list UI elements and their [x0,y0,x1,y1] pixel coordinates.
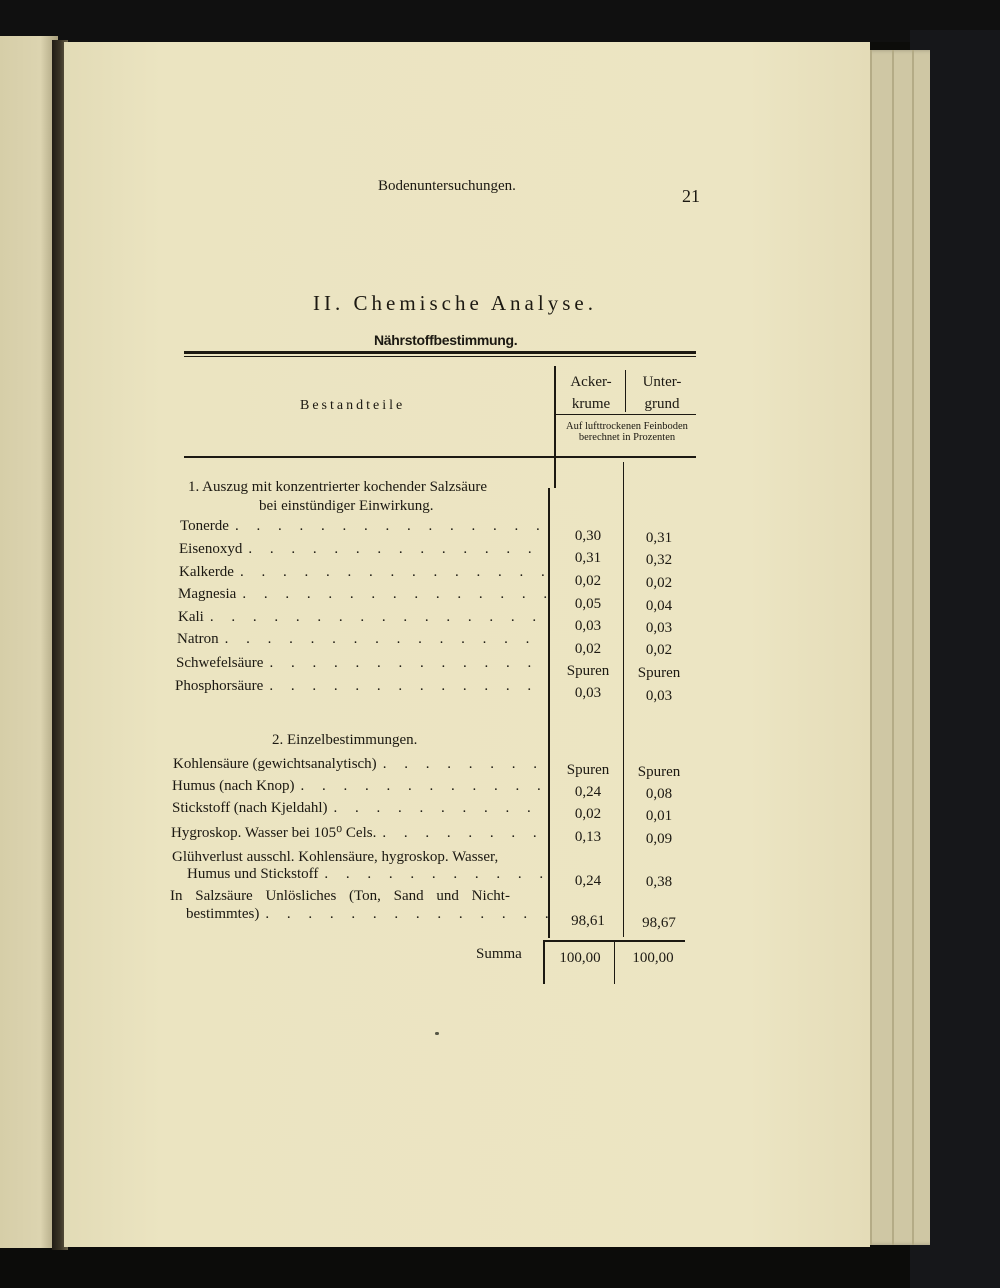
column-header-untergrund: Unter-grund [642,374,682,412]
leader-dots [334,800,545,817]
multiline-label-line1: In Salzsäure Unlösliches (Ton, Sand und Nicht- [170,888,510,904]
multiline-label-line2 [187,866,545,883]
table-row-label [176,655,548,672]
value-ackerkrume: 0,13 [574,829,602,845]
leader-dots [265,906,548,923]
value-untergrund: 0,02 [645,575,673,591]
running-head: Bodenuntersuchungen. [378,178,516,194]
summa-label: Summa [476,946,522,962]
value-ackerkrume: 0,02 [574,573,602,589]
table-row-label [178,609,548,626]
row-label-text: Kohlensäure (gewichtsanalytisch) [173,756,377,772]
header-bottom-rule [184,456,696,458]
value-ackerkrume: 0,03 [574,618,602,634]
leader-dots [383,756,545,773]
value-untergrund: Spuren [637,665,681,681]
row-label-text: Humus und Stickstoff [187,866,319,882]
value-ackerkrume: 98,61 [571,913,605,929]
table-row-label [172,800,545,817]
row-label-text: bestimmtes) [186,906,260,922]
body-column-divider [548,488,550,938]
value-untergrund: 0,01 [645,808,673,824]
row-label-text: Humus (nach Knop) [172,778,295,794]
leader-dots [324,866,545,883]
column-header-ackerkrume: Acker-krume [570,374,612,412]
row-label-text: Schwefelsäure [176,655,264,671]
multiline-label-line2 [186,906,548,923]
table-row-label [180,518,548,535]
summa-column-divider [543,942,545,984]
table-top-rule-thin [184,356,696,357]
table-row-label [172,778,545,795]
leader-dots [240,564,548,581]
value-untergrund: 0,03 [645,620,673,636]
row-label-text: Kali [178,609,204,625]
value-untergrund: 0,02 [645,642,673,658]
value-untergrund: 0,31 [645,530,673,546]
value-ackerkrume: Spuren [566,663,610,679]
row-label-text: Eisenoxyd [179,541,243,557]
table-row-label [175,678,548,695]
multiline-label-line1: Glühverlust ausschl. Kohlensäure, hygroskop. Wasser, [172,849,499,865]
leader-dots [248,541,548,558]
value-ackerkrume: 0,02 [574,641,602,657]
table-row-label [179,541,548,558]
value-untergrund: 98,67 [642,915,676,931]
ink-speck [435,1032,439,1035]
summa-untergrund: 100,00 [632,950,674,966]
value-ackerkrume: 0,02 [574,806,602,822]
table-row-label [173,756,545,773]
value-ackerkrume: 0,30 [574,528,602,544]
value-ackerkrume: 0,03 [574,685,602,701]
table-row-label [171,823,545,842]
summa-ackerkrume: 100,00 [559,950,601,966]
leader-dots [269,655,548,672]
group-heading-salzsaeure-line2: bei einstündiger Einwirkung. [259,498,434,514]
table-heading: Nährstoffbestimmung. [374,332,518,348]
value-ackerkrume: 0,31 [574,550,602,566]
value-ackerkrume: Spuren [566,762,610,778]
header-column-divider [554,366,556,488]
table-row-label [177,631,548,648]
section-title: II. Chemische Analyse. [313,291,597,315]
row-label-text: Phosphorsäure [175,678,264,694]
value-ackerkrume: 0,24 [574,784,602,800]
row-label-text: Hygroskop. Wasser bei 105⁰ Cels. [171,825,377,841]
column-label-bestandteile: Bestandteile [300,398,406,413]
value-untergrund: 0,32 [645,552,673,568]
page-edge-line [870,50,872,1245]
leader-dots [242,586,548,603]
value-untergrund: 0,38 [645,874,673,890]
leader-dots [269,678,548,695]
row-label-text: Tonerde [180,518,229,534]
previous-page-edge [0,36,58,1248]
group-heading-einzelbestimmungen: 2. Einzelbestimmungen. [272,732,418,748]
value-untergrund: 0,08 [645,786,673,802]
page-edge-line [892,50,894,1245]
row-label-text: Magnesia [178,586,237,602]
leader-dots [225,631,548,648]
value-untergrund: 0,09 [645,831,673,847]
group-heading-salzsaeure: 1. Auszug mit konzentrierter kochender Salzsäure [188,479,488,495]
row-label-text: Stickstoff (nach Kjeldahl) [172,800,328,816]
value-ackerkrume: 0,05 [574,596,602,612]
table-row-label [178,586,548,603]
table-row-label [179,564,548,581]
table-top-rule [184,351,696,354]
value-untergrund: 0,03 [645,688,673,704]
leader-dots [235,518,548,535]
header-subcolumn-divider [625,370,626,412]
page-number: 21 [682,186,700,206]
column-basis-note: Auf lufttrockenen Feinboden berechnet in Prozenten [566,421,688,443]
leader-dots [300,778,545,795]
scan-background-top [0,0,1000,42]
leader-dots [210,609,548,626]
value-ackerkrume: 0,24 [574,873,602,889]
page-edge-line [912,50,914,1245]
value-untergrund: Spuren [637,764,681,780]
leader-dots [382,825,545,842]
row-label-text: Natron [177,631,219,647]
summa-subcolumn-divider [614,942,615,984]
row-label-text: Kalkerde [179,564,234,580]
body-subcolumn-divider [623,462,624,937]
value-untergrund: 0,04 [645,598,673,614]
